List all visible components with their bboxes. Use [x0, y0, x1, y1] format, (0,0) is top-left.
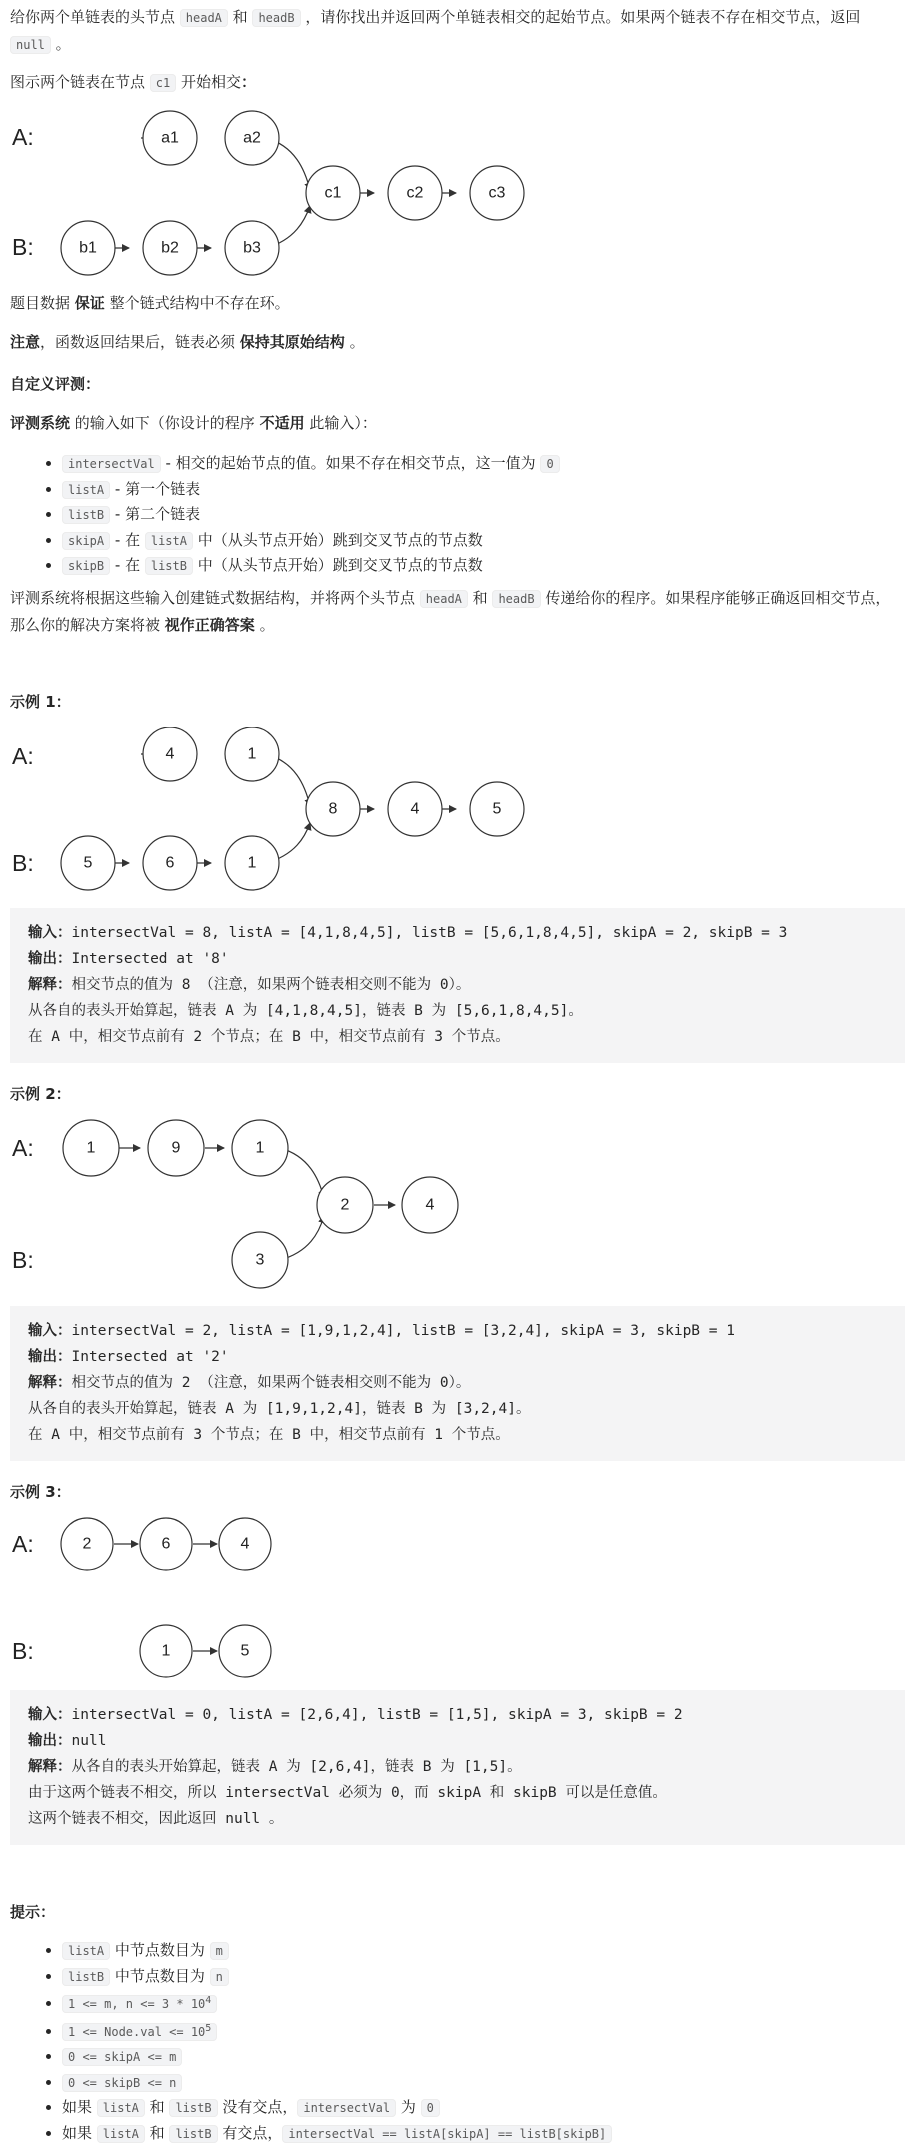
code: m — [210, 1942, 229, 1960]
node — [61, 836, 115, 890]
node-label: 4 — [411, 801, 420, 818]
intro-text: 。 — [51, 35, 71, 53]
io-input-row — [28, 1318, 905, 1344]
node — [225, 836, 279, 890]
code: skipB — [62, 557, 110, 575]
intro-paragraph — [10, 4, 905, 58]
judge-intro — [10, 410, 905, 436]
node — [306, 782, 360, 836]
io-explain-row — [28, 972, 905, 998]
exponent: 5 — [205, 2023, 211, 2034]
bold-text: 保证 — [75, 294, 105, 312]
io-explain-row — [28, 1754, 905, 1780]
text: 评测系统将根据这些输入创建链式数据结构，并将两个头节点 — [10, 589, 420, 607]
text: 整个链式结构中不存在环。 — [105, 294, 290, 312]
example-3-diagram — [10, 1515, 530, 1685]
code: listA — [62, 1942, 110, 1960]
node-label: 4 — [241, 1536, 250, 1553]
io-output-row — [28, 946, 905, 972]
text: 和 — [145, 2098, 170, 2116]
node-label: 9 — [172, 1140, 181, 1157]
code-null: null — [10, 36, 51, 54]
list-a-label: A: — [12, 1135, 34, 1161]
guarantee-paragraph — [10, 290, 905, 316]
node — [232, 1120, 288, 1176]
node-a1 — [143, 111, 197, 165]
hints-list — [10, 1938, 914, 2146]
node-b1 — [61, 221, 115, 275]
text: 和 — [145, 2124, 170, 2142]
list-b-label: B: — [12, 234, 34, 260]
io-value: Intersected at '8' — [72, 951, 229, 967]
intro-text: 给你两个单链表的头节点 — [10, 8, 180, 26]
list-item — [62, 1989, 914, 2017]
code: 0 — [540, 455, 559, 473]
code: intersectVal — [297, 2099, 396, 2117]
code: listB — [62, 506, 110, 524]
example-3-heading: 示例 3： — [10, 1480, 71, 1504]
io-label: 解释： — [28, 1759, 72, 1775]
node — [140, 1625, 192, 1677]
text: 中（从头节点开始）跳到交叉节点的节点数 — [193, 531, 483, 549]
node — [140, 1518, 192, 1570]
io-input-row — [28, 920, 905, 946]
example-3-io-block — [10, 1690, 905, 1845]
code: 0 <= skipB <= n — [62, 2074, 182, 2092]
node-label: 4 — [426, 1197, 435, 1214]
node-label: c1 — [325, 185, 342, 202]
list-item — [62, 502, 914, 528]
caption-colon: ： — [241, 73, 256, 91]
node-label: 1 — [256, 1140, 265, 1157]
node-label: b3 — [243, 240, 261, 257]
exponent: 4 — [205, 1995, 211, 2006]
code — [62, 1995, 217, 2013]
io-explain-row: 从各自的表头开始算起，链表 A 为 [1,9,1,2,4]，链表 B 为 [3,2,4]。 — [28, 1396, 905, 1422]
list-item — [62, 1964, 914, 1990]
io-value: 相交节点的值为 2 （注意，如果两个链表相交则不能为 0）。 — [72, 1375, 471, 1391]
list-b-label: B: — [12, 850, 34, 876]
io-explain-row: 这两个链表不相交，因此返回 null 。 — [28, 1806, 905, 1832]
io-value: Intersected at '2' — [72, 1349, 229, 1365]
node — [61, 1518, 113, 1570]
example-2-heading: 示例 2： — [10, 1082, 71, 1106]
code-headA: headA — [180, 9, 228, 27]
node — [402, 1177, 458, 1233]
text: - 第二个链表 — [110, 505, 200, 523]
node-label: 3 — [256, 1252, 265, 1269]
node-label: a2 — [243, 130, 261, 147]
io-value: null — [72, 1733, 107, 1749]
node — [219, 1625, 271, 1677]
node-label: 6 — [162, 1536, 171, 1553]
io-label: 输出： — [28, 951, 72, 967]
code: 0 — [421, 2099, 440, 2117]
text: - 在 — [110, 556, 145, 574]
code — [62, 2023, 217, 2041]
text: 有交点， — [218, 2124, 283, 2142]
bold-text: 评测系统 — [10, 414, 70, 432]
node-label: 8 — [329, 801, 338, 818]
list-item — [62, 2044, 914, 2070]
io-label: 输入： — [28, 925, 72, 941]
io-label: 输出： — [28, 1733, 72, 1749]
code: headB — [492, 590, 540, 608]
text: 。 — [345, 333, 365, 351]
code-headB: headB — [252, 9, 300, 27]
code: listA — [145, 532, 193, 550]
text: 此输入）： — [305, 414, 377, 432]
io-value: intersectVal = 8, listA = [4,1,8,4,5], listB = [5,6,1,8,4,5], skipA = 2, skipB = 3 — [72, 925, 788, 941]
node-b2 — [143, 221, 197, 275]
judge-input-list — [10, 451, 914, 579]
node-label: 1 — [248, 746, 257, 763]
figure-caption — [10, 69, 905, 96]
io-label: 解释： — [28, 977, 72, 993]
code: listA — [62, 481, 110, 499]
custom-judge-heading: 自定义评测： — [10, 372, 100, 396]
node-c1 — [306, 166, 360, 220]
text: - 相交的起始节点的值。如果不存在相交节点，这一值为 — [161, 454, 541, 472]
io-explain-row: 从各自的表头开始算起，链表 A 为 [4,1,8,4,5]，链表 B 为 [5,6,1,8,4,5]。 — [28, 998, 905, 1024]
text: 如果 — [62, 2124, 97, 2142]
list-a-label: A: — [12, 1531, 34, 1557]
io-value: 从各自的表头开始算起，链表 A 为 [2,6,4]，链表 B 为 [1,5]。 — [72, 1759, 522, 1775]
code-text: 1 <= m, n <= 3 * 10 — [68, 1997, 205, 2011]
node-label: 5 — [241, 1643, 250, 1660]
node-label: 5 — [493, 801, 502, 818]
io-output-row — [28, 1728, 905, 1754]
code: listB — [169, 2099, 217, 2117]
io-explain-row: 在 A 中，相交节点前有 2 个节点；在 B 中，相交节点前有 3 个节点。 — [28, 1024, 905, 1050]
intro-text: ，请你找出并返回两个单链表相交的起始节点。如果两个链表不存在相交节点，返回 — [301, 8, 861, 26]
text: 的输入如下（你设计的程序 — [70, 414, 260, 432]
io-value: 相交节点的值为 8 （注意，如果两个链表相交则不能为 0）。 — [72, 977, 471, 993]
text: 传递给你的程序。如果程序能够正确返回相交节点，那么你的解决方案将被 — [10, 589, 890, 634]
code: listA — [97, 2099, 145, 2117]
list-item — [62, 1938, 914, 1964]
node-label: a1 — [161, 130, 179, 147]
node-b3 — [225, 221, 279, 275]
example-1-heading: 示例 1： — [10, 690, 71, 714]
bold-text: 保持其原始结构 — [240, 333, 345, 351]
code: listA — [97, 2125, 145, 2143]
io-label: 输入： — [28, 1707, 72, 1723]
list-item — [62, 2121, 914, 2146]
example-1-diagram — [10, 727, 530, 897]
caption-text: 图示两个链表在节点 — [10, 73, 150, 91]
node-label: 4 — [166, 746, 175, 763]
example-2-diagram — [10, 1119, 530, 1289]
list-item — [62, 451, 914, 477]
node-c3 — [470, 166, 524, 220]
code: listB — [145, 557, 193, 575]
node — [388, 782, 442, 836]
node — [143, 836, 197, 890]
list-item — [62, 553, 914, 579]
node — [470, 782, 524, 836]
node-c2 — [388, 166, 442, 220]
text: 。 — [255, 616, 275, 634]
code-text: 1 <= Node.val <= 10 — [68, 2025, 205, 2039]
node-label: 6 — [166, 855, 175, 872]
text: 和 — [468, 589, 493, 607]
node-label: 1 — [248, 855, 257, 872]
code-c1: c1 — [150, 74, 176, 92]
text: 中节点数目为 — [110, 1941, 210, 1959]
caption-text: 开始相交 — [176, 73, 241, 91]
text: 中节点数目为 — [110, 1967, 210, 1985]
node-label: 1 — [162, 1643, 171, 1660]
judge-after-paragraph — [10, 585, 905, 638]
node-label: 2 — [83, 1536, 92, 1553]
list-item — [62, 477, 914, 503]
node-label: 5 — [84, 855, 93, 872]
node — [63, 1120, 119, 1176]
node — [219, 1518, 271, 1570]
node-label: b1 — [79, 240, 97, 257]
bold-text: 不适用 — [260, 414, 305, 432]
node — [225, 727, 279, 781]
code: listB — [62, 1968, 110, 1986]
list-a-label: A: — [12, 124, 34, 150]
code: skipA — [62, 532, 110, 550]
list-item — [62, 528, 914, 554]
text: 中（从头节点开始）跳到交叉节点的节点数 — [193, 556, 483, 574]
list-item — [62, 2017, 914, 2045]
node-label: b2 — [161, 240, 179, 257]
list-b-label: B: — [12, 1247, 34, 1273]
code: 0 <= skipA <= m — [62, 2048, 182, 2066]
io-explain-row — [28, 1370, 905, 1396]
intersection-diagram — [10, 108, 530, 278]
node — [317, 1177, 373, 1233]
code: headA — [420, 590, 468, 608]
text: - 在 — [110, 531, 145, 549]
node-label: 1 — [87, 1140, 96, 1157]
bold-text: 注意 — [10, 333, 40, 351]
io-label: 输出： — [28, 1349, 72, 1365]
node-label: c3 — [489, 185, 506, 202]
node-label: c2 — [407, 185, 424, 202]
list-b-label: B: — [12, 1638, 34, 1664]
node — [148, 1120, 204, 1176]
node-label: 2 — [341, 1197, 350, 1214]
note-paragraph — [10, 329, 905, 355]
io-explain-row: 在 A 中，相交节点前有 3 个节点；在 B 中，相交节点前有 1 个节点。 — [28, 1422, 905, 1448]
code: n — [210, 1968, 229, 1986]
text: 题目数据 — [10, 294, 75, 312]
bold-text: 视作正确答案 — [165, 616, 255, 634]
text: 没有交点， — [218, 2098, 298, 2116]
io-value: intersectVal = 2, listA = [1,9,1,2,4], listB = [3,2,4], skipA = 3, skipB = 1 — [72, 1323, 735, 1339]
io-value: intersectVal = 0, listA = [2,6,4], listB = [1,5], skipA = 3, skipB = 2 — [72, 1707, 683, 1723]
text: 为 — [396, 2098, 421, 2116]
list-item — [62, 2070, 914, 2096]
node-a2 — [225, 111, 279, 165]
io-label: 解释： — [28, 1375, 72, 1391]
io-output-row — [28, 1344, 905, 1370]
list-a-label: A: — [12, 743, 34, 769]
code: intersectVal — [62, 455, 161, 473]
example-2-io-block — [10, 1306, 905, 1461]
text: ，函数返回结果后，链表必须 — [40, 333, 240, 351]
node — [232, 1232, 288, 1288]
text: 如果 — [62, 2098, 97, 2116]
io-label: 输入： — [28, 1323, 72, 1339]
io-explain-row: 由于这两个链表不相交，所以 intersectVal 必须为 0，而 skipA 和 skipB 可以是任意值。 — [28, 1780, 905, 1806]
list-item — [62, 2095, 914, 2121]
node — [143, 727, 197, 781]
code: intersectVal == listA[skipA] == listB[skipB] — [282, 2125, 612, 2143]
example-1-io-block — [10, 908, 905, 1063]
io-input-row — [28, 1702, 905, 1728]
code: listB — [169, 2125, 217, 2143]
text: - 第一个链表 — [110, 480, 200, 498]
intro-text: 和 — [228, 8, 253, 26]
hints-heading: 提示： — [10, 1900, 55, 1924]
